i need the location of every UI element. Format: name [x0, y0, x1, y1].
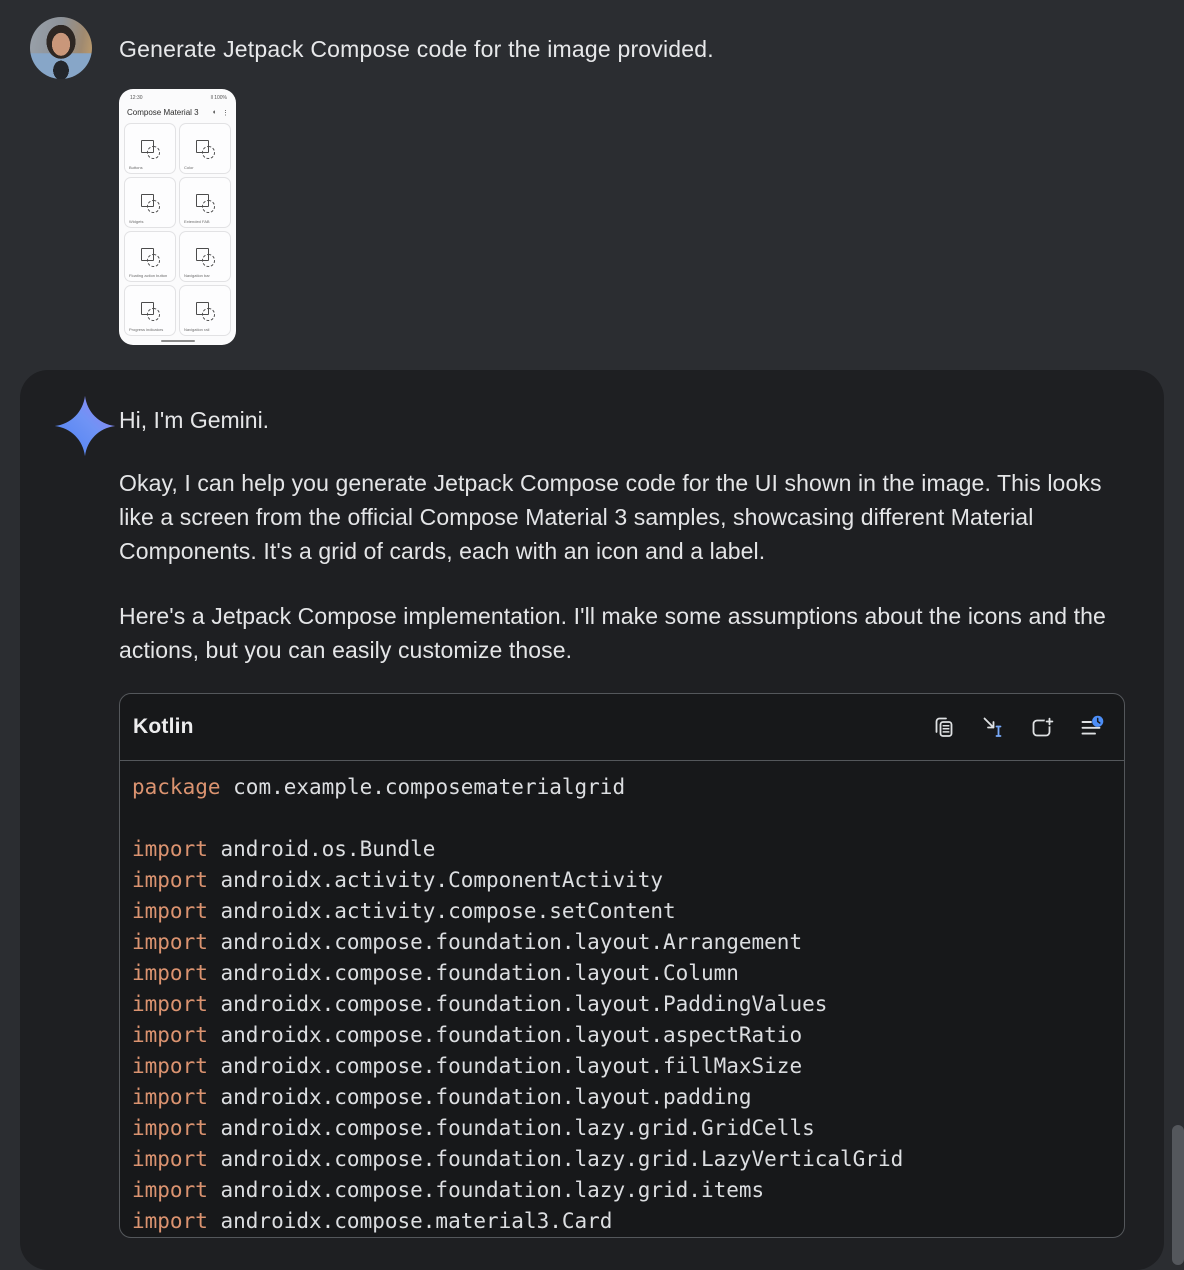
code-line: import androidx.activity.ComponentActivity [132, 868, 664, 892]
component-card [179, 123, 231, 174]
code-line: import androidx.compose.foundation.layout.fillMaxSize [132, 1054, 803, 1078]
page-scrollbar-thumb[interactable] [1172, 1125, 1184, 1265]
code-block-header [120, 694, 1124, 761]
thumb-status-icons: ll 100% [210, 95, 227, 101]
component-card [124, 231, 176, 282]
thumb-app-bar [119, 101, 236, 117]
insert-at-cursor-icon[interactable] [980, 714, 1006, 740]
gemini-greeting: Hi, I'm Gemini. [119, 407, 270, 433]
open-in-editor-icon[interactable] [1029, 714, 1055, 740]
circle-shape-icon [202, 254, 215, 267]
circle-shape-icon [202, 200, 215, 213]
gemini-response-container [20, 370, 1164, 1270]
code-block [119, 693, 1125, 1238]
copy-icon[interactable] [931, 714, 957, 740]
gemini-paragraph: Here's a Jetpack Compose implementation. I'll make some assumptions about the icons and the actions, but you can easily customize those. [119, 603, 1106, 663]
component-card [124, 177, 176, 228]
gemini-sparkle-icon [53, 394, 117, 458]
code-line: import androidx.activity.compose.setContent [132, 899, 676, 923]
component-card-label: Color [184, 165, 194, 170]
component-card-label: Widgets [129, 219, 144, 224]
circle-shape-icon [147, 254, 160, 267]
code-line: import androidx.compose.foundation.lazy.grid.items [132, 1178, 765, 1202]
component-card [179, 177, 231, 228]
component-card-label: Buttons [129, 165, 143, 170]
circle-shape-icon [147, 200, 160, 213]
code-line: import androidx.compose.foundation.lazy.grid.GridCells [132, 1116, 815, 1140]
code-line: package com.example.composematerialgrid [132, 775, 626, 799]
circle-shape-icon [202, 308, 215, 321]
component-card [179, 285, 231, 336]
overflow-menu-icon: ⋮ [222, 109, 229, 117]
thumb-status-bar [119, 89, 236, 101]
code-content [120, 761, 1124, 1237]
user-avatar [30, 17, 92, 79]
code-line: import androidx.compose.foundation.layout.Arrangement [132, 930, 803, 954]
code-line: import androidx.compose.material3.Card [132, 1209, 613, 1233]
gesture-bar [161, 340, 195, 342]
component-card [124, 123, 176, 174]
theme-toggle-icon: ◐ [212, 109, 217, 116]
component-card-label: Navigation rail [184, 327, 210, 332]
component-card-label: Floating action button [129, 273, 168, 278]
code-line: import androidx.compose.foundation.lazy.grid.LazyVerticalGrid [132, 1147, 904, 1171]
thumb-app-title: Compose Material 3 [127, 108, 199, 117]
gemini-paragraph: Okay, I can help you generate Jetpack Compose code for the UI shown in the image. This looks like a screen from the official Compose Material 3 samples, showcasing different Material Components. It's a grid of cards, each with an icon and a label. [119, 470, 1102, 564]
code-language-label: Kotlin [133, 715, 194, 738]
component-card-label: Progress indicators [129, 327, 164, 332]
code-toolbar [931, 714, 1104, 740]
component-card-label: Extended FAB [184, 219, 210, 224]
code-line: import androidx.compose.foundation.layout.aspectRatio [132, 1023, 803, 1047]
thumb-status-time: 12:30 [130, 95, 143, 101]
code-line: import androidx.compose.foundation.layout.PaddingValues [132, 992, 828, 1016]
circle-shape-icon [147, 308, 160, 321]
component-card-label: Navigation bar [184, 273, 210, 278]
code-line [132, 803, 1110, 834]
user-message-text: Generate Jetpack Compose code for the image provided. [119, 36, 714, 62]
component-card [179, 231, 231, 282]
code-line: import androidx.compose.foundation.layout.padding [132, 1085, 752, 1109]
code-line: import android.os.Bundle [132, 837, 436, 861]
history-icon[interactable] [1078, 714, 1104, 740]
circle-shape-icon [147, 146, 160, 159]
thumb-component-grid [119, 117, 236, 336]
circle-shape-icon [202, 146, 215, 159]
code-line: import androidx.compose.foundation.layout.Column [132, 961, 739, 985]
component-card [124, 285, 176, 336]
attachment-thumbnail[interactable] [119, 89, 236, 345]
